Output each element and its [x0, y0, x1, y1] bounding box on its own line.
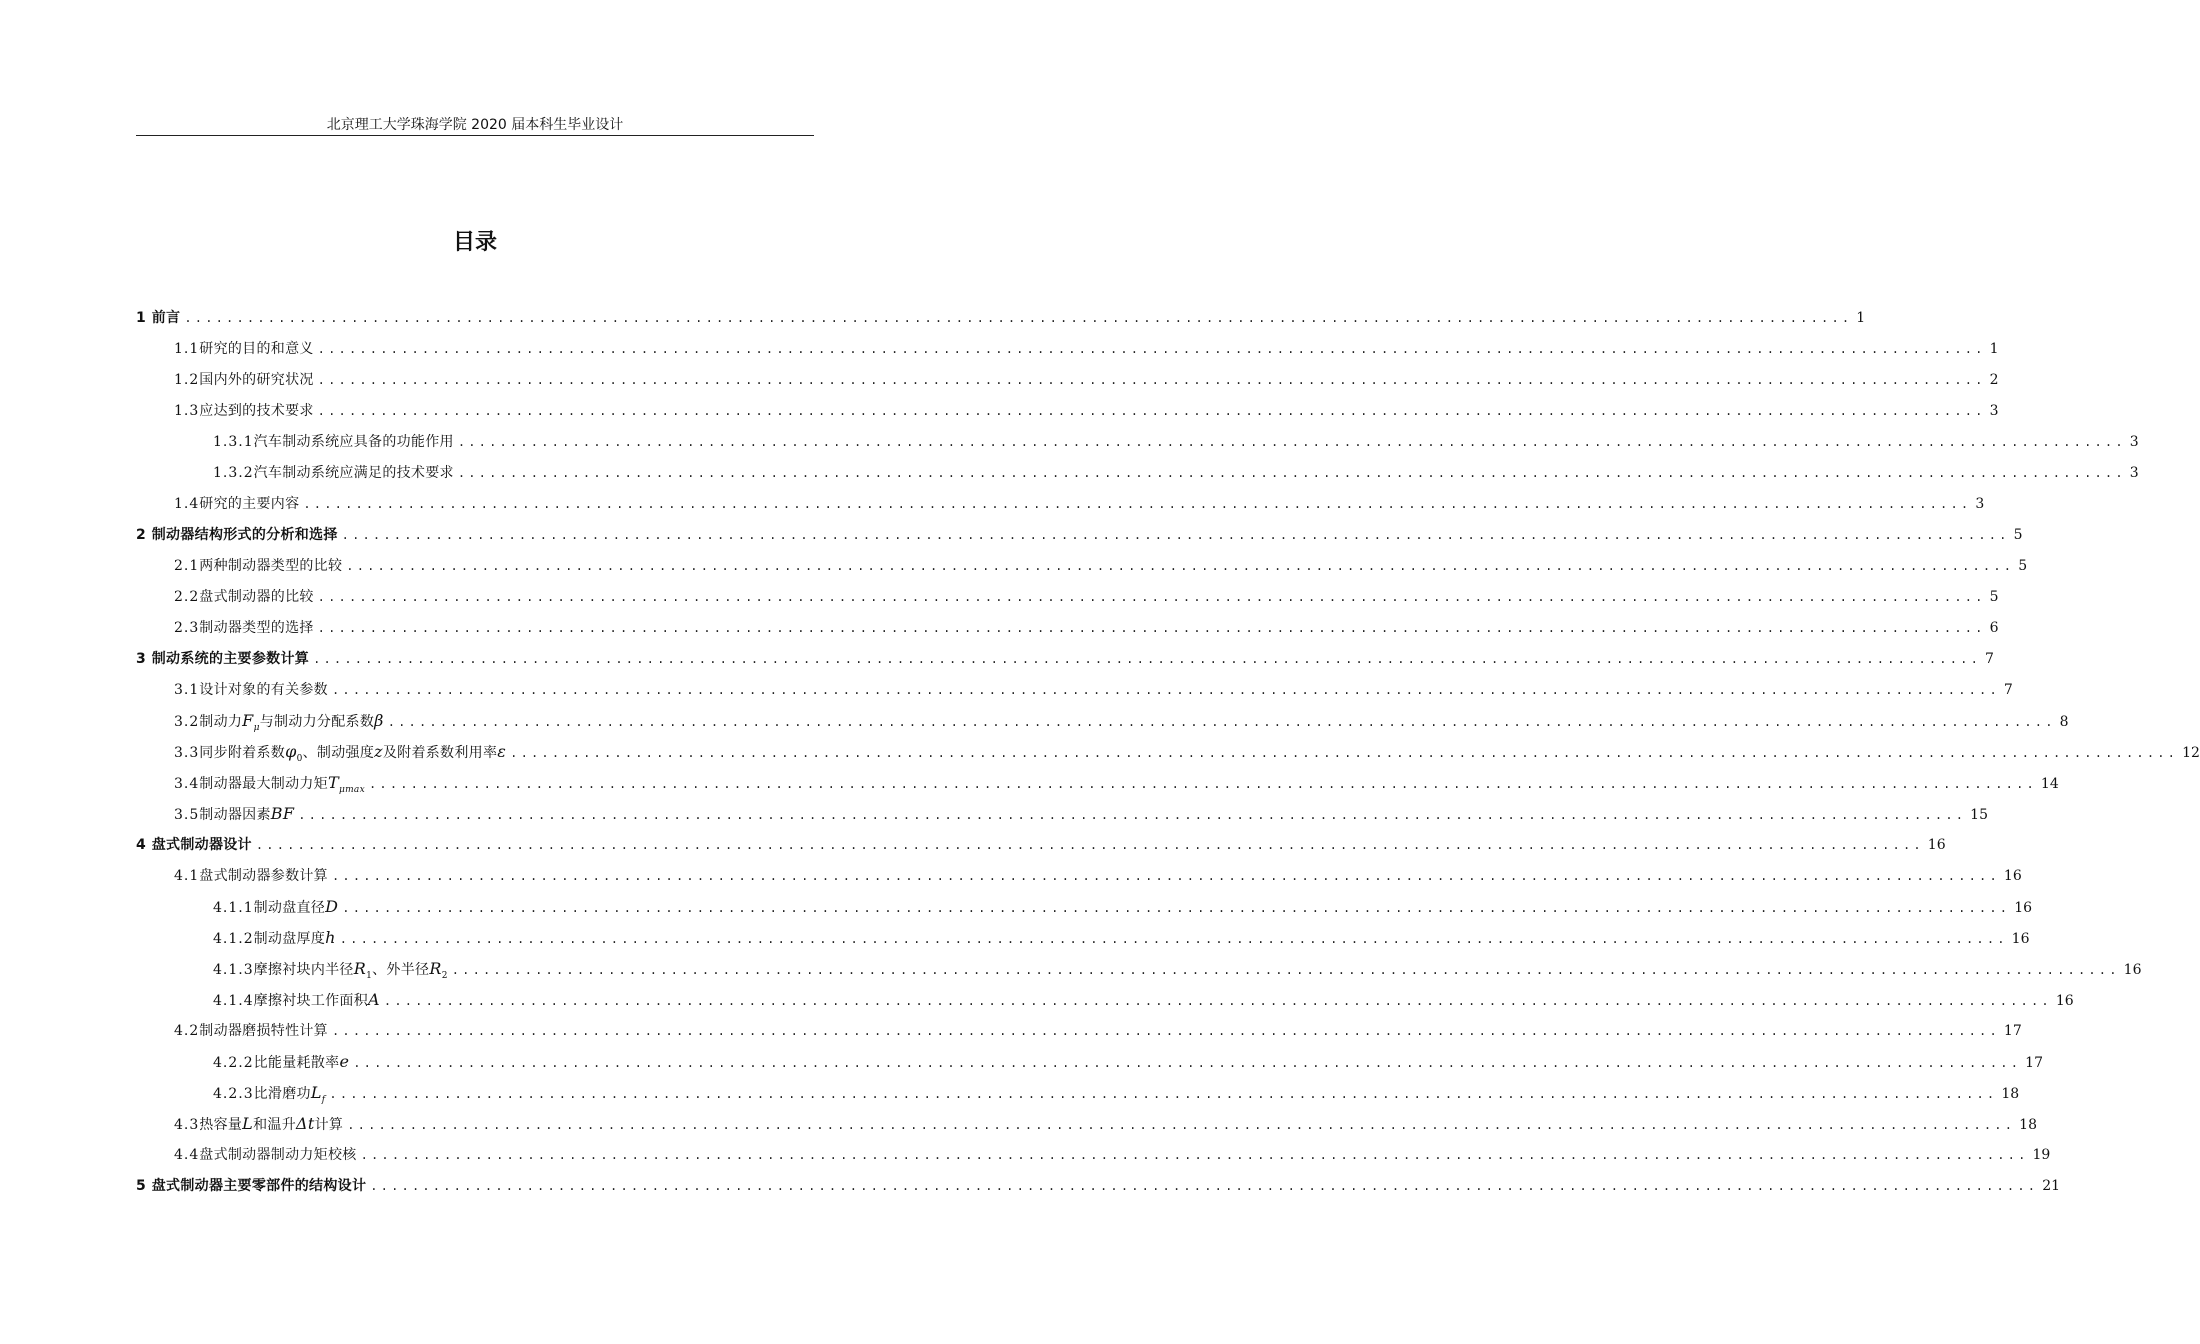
- toc-entry-number: 4.1: [174, 868, 200, 884]
- toc-page-number: 16: [2014, 900, 2033, 916]
- dot-leader: ................................................................................................................................................................: [331, 869, 2000, 883]
- toc-page-number: 14: [2040, 776, 2059, 792]
- toc-entry-4-4[interactable]: [136, 1144, 2051, 1175]
- toc-entry-2[interactable]: [136, 524, 2023, 555]
- title-text: 摩擦衬块内半径: [253, 962, 354, 978]
- dot-leader: ................................................................................................................................................................: [331, 683, 2000, 697]
- toc-entry-title: [254, 958, 448, 987]
- toc-page-number: 5: [2018, 558, 2028, 574]
- dot-leader: ................................................................................................................................................................: [255, 838, 1924, 852]
- toc-entry-title: [199, 741, 506, 770]
- title-text: 摩擦衬块工作面积: [253, 993, 369, 1009]
- title-text: 制动器因素: [199, 807, 271, 823]
- toc-entry-title: [254, 1051, 350, 1074]
- toc-entry-number: 4: [136, 837, 146, 853]
- toc-entry-number: 3.2: [174, 714, 200, 730]
- dot-leader: ................................................................................................................................................................: [370, 1179, 2039, 1193]
- toc-entry-number: 1.3: [174, 403, 200, 419]
- math-symbol: z: [374, 742, 383, 761]
- toc-entry-4[interactable]: [136, 834, 1946, 865]
- title-text: 比滑磨功: [253, 1086, 311, 1102]
- toc-entry-number: 1: [136, 310, 146, 326]
- dot-leader: ................................................................................................................................................................: [346, 559, 2015, 573]
- dot-leader: ................................................................................................................................................................: [341, 528, 2010, 542]
- toc-entry-title: 盘式制动器参数计算: [199, 868, 328, 884]
- toc-entry-title: 应达到的技术要求: [199, 403, 314, 419]
- toc-page-number: 16: [2003, 868, 2022, 884]
- toc-page-number: 1: [1856, 310, 1866, 326]
- toc-page-number: 5: [1989, 589, 1999, 605]
- toc-page-number: 7: [1985, 651, 1994, 667]
- toc-entry-number: 3.5: [174, 807, 200, 823]
- toc-entry-number: 2: [136, 527, 146, 543]
- toc-entry-number: 3.3: [174, 745, 200, 761]
- toc-entry-1-3-1[interactable]: [136, 431, 2139, 462]
- dot-leader: ................................................................................................................................................................: [387, 715, 2056, 729]
- toc-page-number: 6: [1989, 620, 1999, 636]
- toc-entry-4-1-2[interactable]: [136, 927, 2030, 958]
- toc-page-number: 7: [2003, 682, 2013, 698]
- toc-entry-number: 4.1.1: [213, 900, 254, 916]
- dot-leader: ................................................................................................................................................................: [451, 963, 2120, 977]
- math-symbol: ε: [497, 742, 507, 761]
- toc-entry-title: 制动器结构形式的分析和选择: [151, 527, 338, 543]
- toc-entry-title: 制动器磨损特性计算: [199, 1023, 328, 1039]
- dot-leader: ................................................................................................................................................................: [303, 497, 1972, 511]
- toc-entry-number: 2.3: [174, 620, 200, 636]
- dot-leader: ................................................................................................................................................................: [317, 590, 1986, 604]
- toc-entry-title: 制动器类型的选择: [199, 620, 314, 636]
- toc-entry-1[interactable]: [136, 307, 1866, 338]
- dot-leader: ................................................................................................................................................................: [353, 1056, 2022, 1070]
- toc-entry-number: 1.1: [174, 341, 200, 357]
- header-rule: [136, 135, 814, 136]
- title-text: 制动盘直径: [253, 900, 326, 916]
- toc-entry-number: 4.2.3: [213, 1086, 254, 1102]
- toc-entry-4-1-1[interactable]: [136, 896, 2033, 927]
- dot-leader: ................................................................................................................................................................: [298, 808, 1967, 822]
- toc-page-number: 3: [2129, 434, 2139, 450]
- toc-page-number: 3: [1975, 496, 1985, 512]
- toc-page-number: 17: [2003, 1023, 2022, 1039]
- math-subscript: f: [321, 1094, 326, 1105]
- toc-page-number: 21: [2042, 1178, 2061, 1194]
- toc-page-number: 16: [1927, 837, 1946, 853]
- title-text: 比能量耗散率: [253, 1055, 340, 1071]
- toc-entry-4-2-3[interactable]: [136, 1082, 2020, 1113]
- dot-leader: ................................................................................................................................................................: [347, 1118, 2016, 1132]
- math-subscript: μ: [253, 722, 260, 733]
- toc-entry-title: 盘式制动器制动力矩校核: [199, 1147, 357, 1163]
- toc-entry-title: [199, 772, 365, 801]
- dot-leader: ................................................................................................................................................................: [339, 932, 2008, 946]
- title-text: 、外半径: [372, 962, 430, 978]
- dot-leader: ................................................................................................................................................................: [317, 621, 1986, 635]
- dot-leader: ................................................................................................................................................................: [184, 311, 1853, 325]
- toc-entry-4-1[interactable]: [136, 865, 2022, 896]
- dot-leader: ................................................................................................................................................................: [331, 1024, 2000, 1038]
- math-symbol: F: [242, 711, 254, 730]
- toc-entry-title: 盘式制动器主要零部件的结构设计: [151, 1178, 367, 1194]
- toc-entry-title: 前言: [151, 310, 181, 326]
- toc-entry-1-4[interactable]: [136, 493, 1985, 524]
- toc-entry-title: 研究的主要内容: [199, 496, 300, 512]
- toc-entry-title: 国内外的研究状况: [199, 372, 314, 388]
- toc-entry-2-2[interactable]: [136, 586, 1999, 617]
- toc-entry-title: 设计对象的有关参数: [199, 682, 328, 698]
- title-text: 及附着系数利用率: [382, 745, 498, 761]
- toc-entry-3-4[interactable]: [136, 772, 2059, 803]
- math-symbol: BF: [270, 804, 295, 823]
- math-symbol: h: [325, 928, 336, 947]
- toc-entry-3-1[interactable]: [136, 679, 2013, 710]
- toc-page-number: 1: [1989, 341, 1999, 357]
- toc-entry-title: 两种制动器类型的比较: [199, 558, 343, 574]
- toc-page-number: 15: [1970, 807, 1988, 823]
- dot-leader: ................................................................................................................................................................: [317, 373, 1986, 387]
- toc-page-number: 19: [2032, 1147, 2051, 1163]
- toc-heading: 目录: [452, 230, 497, 255]
- math-symbol: φ: [285, 742, 297, 761]
- math-symbol: R: [353, 959, 367, 978]
- dot-leader: ................................................................................................................................................................: [383, 994, 2052, 1008]
- toc-entry-number: 4.2.2: [213, 1055, 254, 1071]
- table-of-contents: [136, 307, 2200, 1206]
- math-symbol: T: [327, 773, 339, 792]
- toc-entry-3-5[interactable]: [136, 803, 1988, 834]
- toc-entry-title: [199, 803, 294, 826]
- math-subscript: 2: [441, 970, 448, 981]
- toc-entry-number: 2.1: [174, 558, 200, 574]
- toc-page-number: 3: [2129, 465, 2139, 481]
- title-text: 计算: [314, 1117, 344, 1133]
- toc-entry-number: 4.1.4: [213, 993, 254, 1009]
- toc-entry-number: 1.3.2: [213, 465, 254, 481]
- toc-entry-number: 5: [136, 1178, 146, 1194]
- title-text: 热容量: [199, 1117, 243, 1133]
- toc-entry-4-3[interactable]: [136, 1113, 2037, 1144]
- toc-entry-number: 4.1.2: [213, 931, 254, 947]
- title-text: 制动盘厚度: [253, 931, 326, 947]
- dot-leader: ................................................................................................................................................................: [313, 652, 1981, 666]
- toc-entry-title: 盘式制动器设计: [151, 837, 252, 853]
- toc-page-number: 8: [2059, 714, 2069, 730]
- math-symbol: Δt: [296, 1114, 315, 1133]
- toc-entry-1-3-2[interactable]: [136, 462, 2139, 493]
- toc-page-number: 17: [2025, 1055, 2043, 1071]
- toc-entry-3-3[interactable]: [136, 741, 2200, 772]
- toc-entry-title: [254, 927, 336, 950]
- math-symbol: A: [368, 990, 380, 1009]
- page-header: 北京理工大学珠海学院 2020 届本科生毕业设计: [326, 117, 624, 133]
- toc-entry-title: [254, 989, 380, 1012]
- toc-entry-number: 3.1: [174, 682, 200, 698]
- toc-entry-2-1[interactable]: [136, 555, 2028, 586]
- toc-page-number: 12: [2182, 745, 2200, 761]
- toc-page-number: 18: [2019, 1117, 2037, 1133]
- toc-page-number: 16: [2011, 931, 2030, 947]
- toc-entry-number: 4.3: [174, 1117, 200, 1133]
- toc-entry-number: 1.2: [174, 372, 200, 388]
- math-symbol: D: [325, 897, 339, 916]
- math-subscript: μmax: [338, 784, 365, 795]
- dot-leader: ................................................................................................................................................................: [368, 777, 2037, 791]
- toc-entry-title: [254, 896, 339, 919]
- dot-leader: ................................................................................................................................................................: [360, 1148, 2029, 1162]
- toc-entry-title: [199, 1113, 343, 1136]
- title-text: 与制动力分配系数: [259, 714, 375, 730]
- toc-entry-number: 3: [136, 651, 146, 667]
- dot-leader: ................................................................................................................................................................: [457, 435, 2126, 449]
- title-text: 制动器最大制动力矩: [199, 776, 328, 792]
- math-symbol: R: [429, 959, 442, 978]
- math-symbol: L: [310, 1083, 322, 1102]
- toc-entry-number: 4.2: [174, 1023, 200, 1039]
- toc-entry-number: 4.1.3: [213, 962, 254, 978]
- toc-entry-title: 盘式制动器的比较: [199, 589, 314, 605]
- math-symbol: L: [242, 1114, 254, 1133]
- toc-entry-1-1[interactable]: [136, 338, 1999, 369]
- toc-entry-title: 制动系统的主要参数计算: [151, 651, 310, 667]
- toc-page-number: 16: [2123, 962, 2142, 978]
- dot-leader: ................................................................................................................................................................: [510, 746, 2179, 760]
- toc-entry-title: [254, 1082, 326, 1111]
- toc-entry-number: 1.3.1: [213, 434, 254, 450]
- toc-entry-title: 汽车制动系统应满足的技术要求: [253, 465, 454, 481]
- toc-entry-1-2[interactable]: [136, 369, 1999, 400]
- toc-entry-number: 3.4: [174, 776, 200, 792]
- toc-entry-number: 2.2: [174, 589, 200, 605]
- dot-leader: ................................................................................................................................................................: [342, 901, 2011, 915]
- title-text: 制动力: [199, 714, 243, 730]
- toc-entry-3-2[interactable]: [136, 710, 2069, 741]
- title-text: 同步附着系数: [199, 745, 286, 761]
- dot-leader: ................................................................................................................................................................: [317, 342, 1986, 356]
- math-symbol: β: [374, 711, 384, 730]
- toc-entry-number: 1.4: [174, 496, 200, 512]
- title-text: 、制动强度: [302, 745, 375, 761]
- toc-entry-3[interactable]: [136, 648, 1994, 679]
- toc-entry-1-3[interactable]: [136, 400, 1999, 431]
- toc-entry-4-2[interactable]: [136, 1020, 2022, 1051]
- dot-leader: ................................................................................................................................................................: [317, 404, 1986, 418]
- math-subscript: 0: [296, 753, 303, 764]
- toc-entry-4-1-4[interactable]: [136, 989, 2074, 1020]
- toc-page-number: 3: [1989, 403, 1999, 419]
- toc-entry-4-1-3[interactable]: [136, 958, 2142, 989]
- toc-entry-title: [199, 710, 383, 739]
- toc-entry-number: 4.4: [174, 1147, 200, 1163]
- toc-page-number: 2: [1989, 372, 1999, 388]
- toc-entry-title: 研究的目的和意义: [199, 341, 314, 357]
- toc-page-number: 18: [2001, 1086, 2020, 1102]
- toc-page-number: 16: [2055, 993, 2074, 1009]
- title-text: 和温升: [253, 1117, 297, 1133]
- math-subscript: 1: [366, 970, 373, 981]
- dot-leader: ................................................................................................................................................................: [329, 1087, 1998, 1101]
- math-symbol: e: [339, 1052, 350, 1071]
- toc-entry-title: 汽车制动系统应具备的功能作用: [253, 434, 454, 450]
- toc-page-number: 5: [2013, 527, 2023, 543]
- dot-leader: ................................................................................................................................................................: [457, 466, 2126, 480]
- toc-entry-4-2-2[interactable]: [136, 1051, 2043, 1082]
- toc-entry-2-3[interactable]: [136, 617, 1999, 648]
- toc-entry-5[interactable]: [136, 1175, 2061, 1206]
